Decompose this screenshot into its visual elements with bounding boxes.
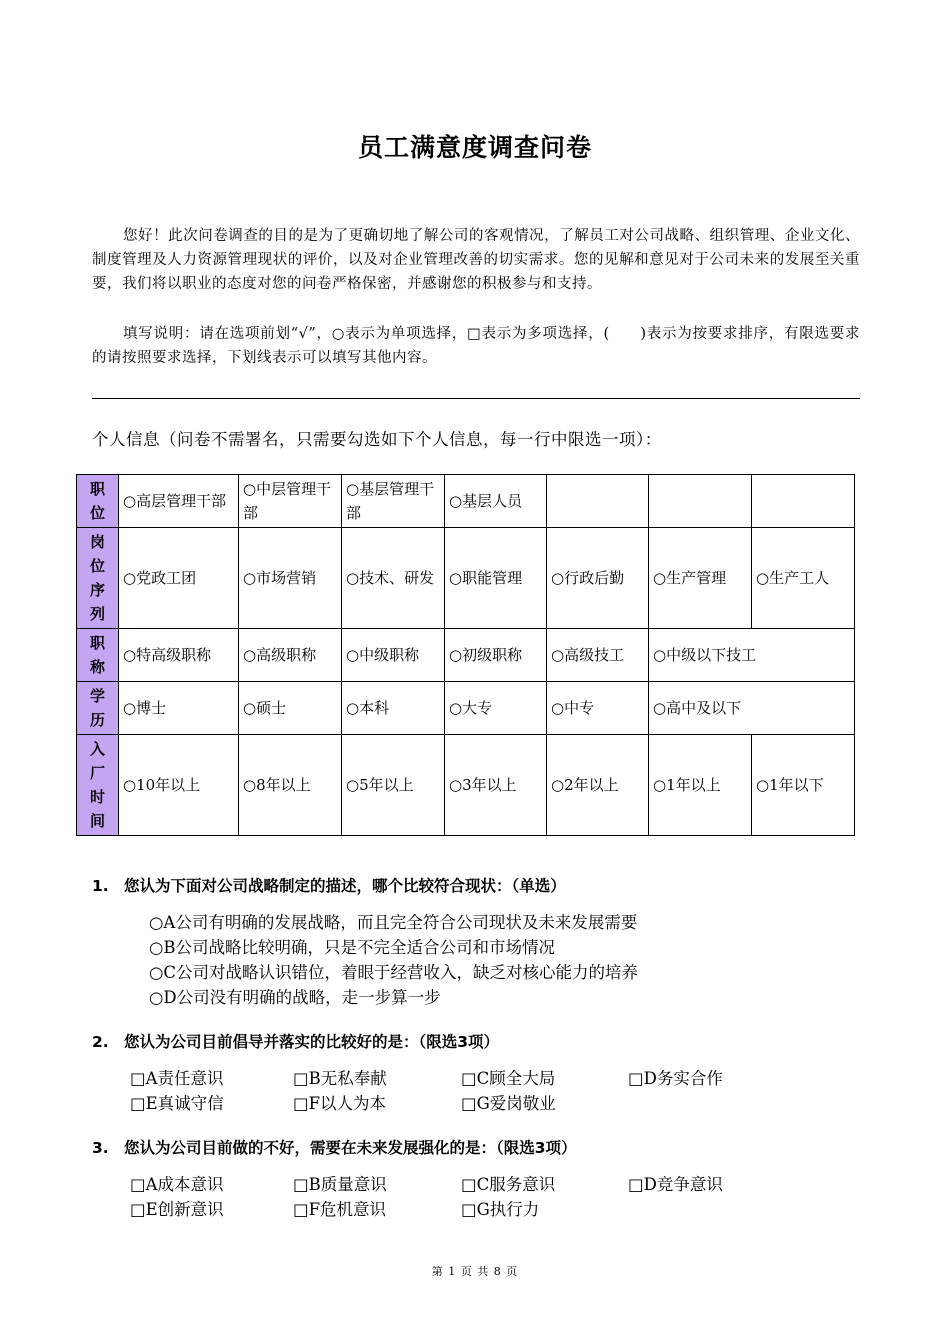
checkbox-option-c[interactable]: □C服务意识 <box>461 1175 556 1194</box>
empty-cell <box>547 475 649 528</box>
question-2 <box>92 1030 862 1116</box>
radio-option-c[interactable]: ○C公司对战略认识错位，着眼于经营收入，缺乏对核心能力的培养 <box>149 963 639 982</box>
question-2-title <box>92 1030 862 1056</box>
intro-greeting <box>92 224 860 296</box>
question-number: 1. <box>92 877 109 895</box>
checkbox-option-b[interactable]: □B质量意识 <box>293 1175 387 1194</box>
checkbox-option-e[interactable]: □E创新意识 <box>130 1200 224 1219</box>
row-label-title-level: 职 称 <box>77 629 119 682</box>
option-title-junior[interactable]: ○初级职称 <box>445 629 547 682</box>
checkbox-option-d[interactable]: □D务实合作 <box>628 1069 723 1088</box>
question-3-title <box>92 1136 862 1162</box>
checkbox-option-f[interactable]: □F危机意识 <box>293 1200 387 1219</box>
row-label-sequence: 岗 位 序 列 <box>77 528 119 629</box>
question-1 <box>92 874 862 1010</box>
empty-cell <box>752 475 855 528</box>
option-position-staff[interactable]: ○基层人员 <box>445 475 547 528</box>
personal-info-heading: 个人信息（问卷不需署名，只需要勾选如下个人信息，每一行中限选一项）： <box>92 430 662 449</box>
question-3-options <box>130 1172 862 1222</box>
option-position-middle-manager[interactable]: ○中层管理干部 <box>239 475 342 528</box>
question-3 <box>92 1136 862 1222</box>
option-education-technical[interactable]: ○中专 <box>547 682 649 735</box>
table-row-title-level <box>77 629 855 682</box>
option-title-senior[interactable]: ○高级职称 <box>239 629 342 682</box>
table-row-position <box>77 475 855 528</box>
question-text: 您认为公司目前倡导并落实的比较好的是：（限选3项） <box>124 1033 500 1051</box>
question-text: 您认为下面对公司战略制定的描述，哪个比较符合现状：（单选） <box>124 877 566 895</box>
table-row-tenure <box>77 735 855 836</box>
option-title-intermediate[interactable]: ○中级职称 <box>342 629 445 682</box>
table-row-sequence <box>77 528 855 629</box>
checkbox-option-a[interactable]: □A责任意识 <box>130 1069 224 1088</box>
radio-option-d[interactable]: ○D公司没有明确的战略，走一步算一步 <box>149 988 441 1007</box>
radio-option-a[interactable]: ○A公司有明确的发展战略，而且完全符合公司现状及未来发展需要 <box>149 913 638 932</box>
question-2-options <box>130 1066 862 1116</box>
question-1-options <box>149 910 862 1010</box>
question-number: 3. <box>92 1139 109 1157</box>
checkbox-option-g[interactable]: □G爱岗敬业 <box>461 1094 556 1113</box>
option-sequence-party[interactable]: ○党政工团 <box>119 528 239 629</box>
divider-line <box>92 398 860 399</box>
option-tenure-2-plus[interactable]: ○2年以上 <box>547 735 649 836</box>
checkbox-option-b[interactable]: □B无私奉献 <box>293 1069 387 1088</box>
option-education-phd[interactable]: ○博士 <box>119 682 239 735</box>
option-tenure-10-plus[interactable]: ○10年以上 <box>119 735 239 836</box>
personal-info-table <box>76 474 855 836</box>
option-sequence-functional[interactable]: ○职能管理 <box>445 528 547 629</box>
option-tenure-8-plus[interactable]: ○8年以上 <box>239 735 342 836</box>
option-education-master[interactable]: ○硕士 <box>239 682 342 735</box>
intro-instructions-text: 填写说明：请在选项前划“√”，○表示为单项选择，□表示为多项选择，( )表示为按要求排序，有限选要求的请按照要求选择，下划线表示可以填写其他内容。 <box>92 326 860 366</box>
row-label-position: 职 位 <box>77 475 119 528</box>
option-tenure-1-plus[interactable]: ○1年以上 <box>649 735 752 836</box>
option-education-bachelor[interactable]: ○本科 <box>342 682 445 735</box>
checkbox-option-f[interactable]: □F以人为本 <box>293 1094 387 1113</box>
row-label-education: 学 历 <box>77 682 119 735</box>
checkbox-option-g[interactable]: □G执行力 <box>461 1200 540 1219</box>
options-row <box>130 1091 862 1116</box>
checkbox-option-c[interactable]: □C顾全大局 <box>461 1069 556 1088</box>
empty-cell <box>649 475 752 528</box>
option-sequence-worker[interactable]: ○生产工人 <box>752 528 855 629</box>
question-text: 您认为公司目前做的不好，需要在未来发展强化的是：（限选3项） <box>124 1139 577 1157</box>
intro-greeting-text: 您好！此次问卷调查的目的是为了更确切地了解公司的客观情况，了解员工对公司战略、组织管理、企业文化、制度管理及人力资源管理现状的评价，以及对企业管理改善的切实需求。您的见解和意见对于公司未来的发展至关重要，我们将以职业的态度对您的问卷严格保密，并感谢您的积极参与和支持。 <box>92 228 860 292</box>
options-row <box>130 1197 862 1222</box>
row-label-tenure: 入 厂 时 间 <box>77 735 119 836</box>
option-tenure-3-plus[interactable]: ○3年以上 <box>445 735 547 836</box>
option-education-high-school[interactable]: ○高中及以下 <box>649 682 855 735</box>
table-row-education <box>77 682 855 735</box>
option-sequence-production-mgmt[interactable]: ○生产管理 <box>649 528 752 629</box>
option-title-below-intermediate-technician[interactable]: ○中级以下技工 <box>649 629 855 682</box>
checkbox-option-d[interactable]: □D竞争意识 <box>628 1175 723 1194</box>
options-row <box>130 1172 862 1197</box>
option-position-senior-manager[interactable]: ○高层管理干部 <box>119 475 239 528</box>
option-title-special-senior[interactable]: ○特高级职称 <box>119 629 239 682</box>
checkbox-option-e[interactable]: □E真诚守信 <box>130 1094 224 1113</box>
option-tenure-under-1[interactable]: ○1年以下 <box>752 735 855 836</box>
radio-option-b[interactable]: ○B公司战略比较明确，只是不完全适合公司和市场情况 <box>149 938 556 957</box>
option-sequence-admin[interactable]: ○行政后勤 <box>547 528 649 629</box>
option-sequence-rnd[interactable]: ○技术、研发 <box>342 528 445 629</box>
checkbox-option-a[interactable]: □A成本意识 <box>130 1175 224 1194</box>
document-title: 员工满意度调查问卷 <box>357 133 592 162</box>
option-sequence-marketing[interactable]: ○市场营销 <box>239 528 342 629</box>
question-number: 2. <box>92 1033 109 1051</box>
option-tenure-5-plus[interactable]: ○5年以上 <box>342 735 445 836</box>
option-position-junior-manager[interactable]: ○基层管理干部 <box>342 475 445 528</box>
question-1-title <box>92 874 862 900</box>
page-footer: 第 1 页 共 8 页 <box>431 1265 519 1278</box>
options-row <box>130 1066 862 1091</box>
option-title-senior-technician[interactable]: ○高级技工 <box>547 629 649 682</box>
option-education-college[interactable]: ○大专 <box>445 682 547 735</box>
intro-instructions <box>92 322 860 370</box>
